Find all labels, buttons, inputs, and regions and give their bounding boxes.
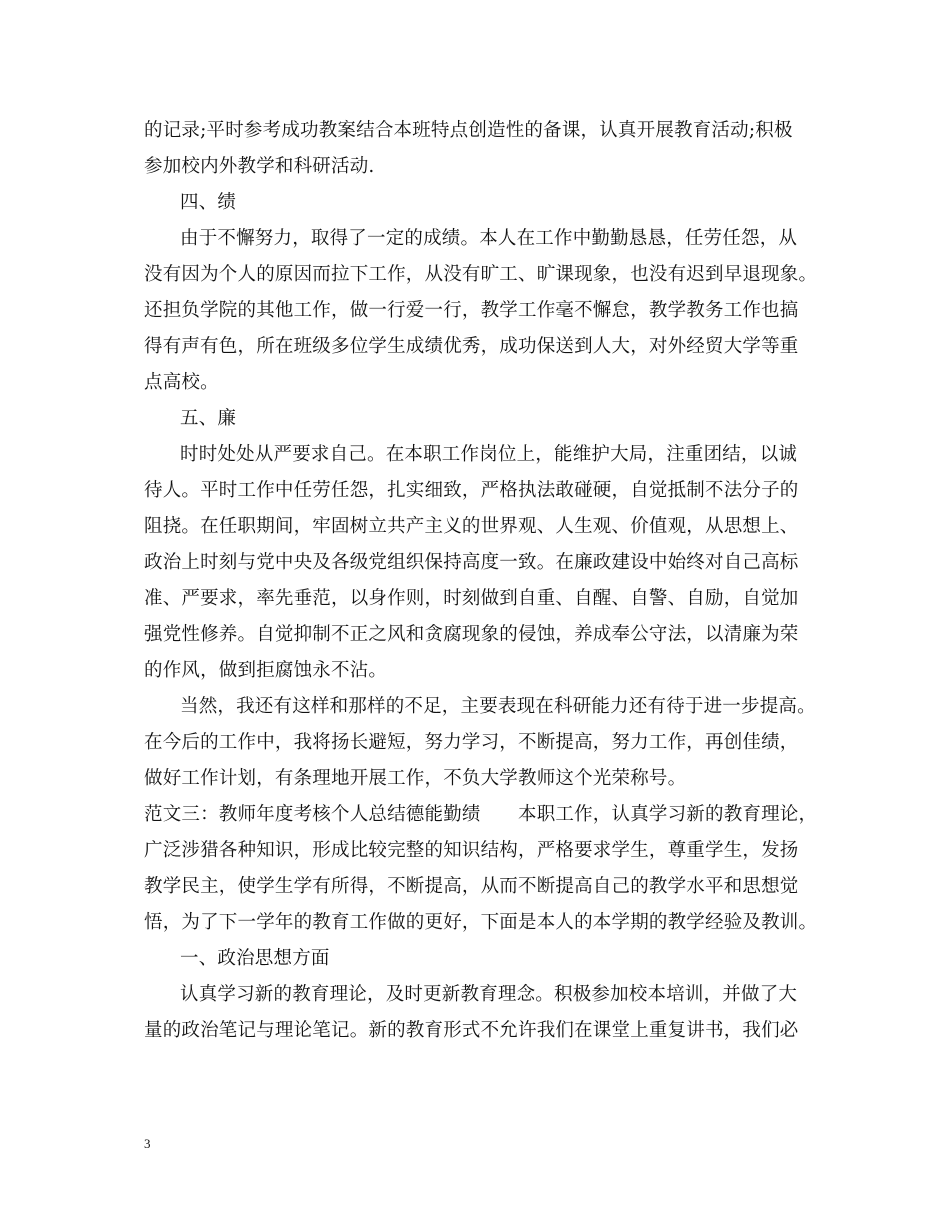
text-line: 当然，我还有这样和那样的不足，主要表现在科研能力还有待于进一步提高。 — [180, 696, 816, 717]
text-line: 在今后的工作中，我将扬长避短，努力学习，不断提高，努力工作，再创佳绩， — [144, 732, 799, 753]
text-line: 范文三：教师年度考核个人总结德能勤绩 本职工作，认真学习新的教育理论， — [144, 804, 818, 825]
section-heading: 一、政治思想方面 — [180, 948, 330, 969]
text-line: 广泛涉猎各种知识，形成比较完整的知识结构，严格要求学生，尊重学生，发扬 — [144, 840, 799, 861]
text-line: 量的政治笔记与理论笔记。新的教育形式不允许我们在课堂上重复讲书，我们必 — [144, 1020, 799, 1041]
text-line: 准、严要求，率先垂范，以身作则，时刻做到自重、自醒、自警、自励，自觉加 — [144, 588, 799, 609]
text-line: 时时处处从严要求自己。在本职工作岗位上，能维护大局，注重团结，以诚 — [180, 444, 798, 465]
text-line: 政治上时刻与党中央及各级党组织保持高度一致。在廉政建设中始终对自己高标 — [144, 552, 799, 573]
text-line: 的作风，做到拒腐蚀永不沾。 — [144, 660, 388, 681]
text-line: 教学民主，使学生学有所得，不断提高，从而不断提高自己的教学水平和思想觉 — [144, 876, 799, 897]
section-heading: 四、绩 — [180, 192, 237, 213]
text-line: 强党性修养。自觉抑制不正之风和贪腐现象的侵蚀，养成奉公守法，以清廉为荣 — [144, 624, 799, 645]
text-line: 得有声有色，所在班级多位学生成绩优秀，成功保送到人大，对外经贸大学等重 — [144, 336, 799, 357]
text-line: 的记录;平时参考成功教案结合本班特点创造性的备课，认真开展教育活动;积极 — [144, 120, 793, 141]
page-number: 3 — [144, 1136, 151, 1151]
text-line: 悟，为了下一学年的教育工作做的更好，下面是本人的本学期的教学经验及教训。 — [144, 912, 818, 933]
text-line: 点高校。 — [144, 372, 219, 393]
text-line: 由于不懈努力，取得了一定的成绩。本人在工作中勤勤恳恳，任劳任怨，从 — [180, 228, 798, 249]
text-line: 还担负学院的其他工作，做一行爱一行，教学工作毫不懈怠，教学教务工作也搞 — [144, 300, 799, 321]
text-line: 参加校内外教学和科研活动. — [144, 156, 375, 177]
text-line: 做好工作计划，有条理地开展工作，不负大学教师这个光荣称号。 — [144, 768, 687, 789]
section-heading: 五、廉 — [180, 408, 237, 429]
text-line: 待人。平时工作中任劳任怨，扎实细致，严格执法敢碰硬，自觉抵制不法分子的 — [144, 480, 799, 501]
text-line: 阻挠。在任职期间，牢固树立共产主义的世界观、人生观、价值观，从思想上、 — [144, 516, 799, 537]
text-line: 没有因为个人的原因而拉下工作，从没有旷工、旷课现象，也没有迟到早退现象。 — [144, 264, 818, 285]
text-line: 认真学习新的教育理论，及时更新教育理念。积极参加校本培训，并做了大 — [180, 984, 798, 1005]
